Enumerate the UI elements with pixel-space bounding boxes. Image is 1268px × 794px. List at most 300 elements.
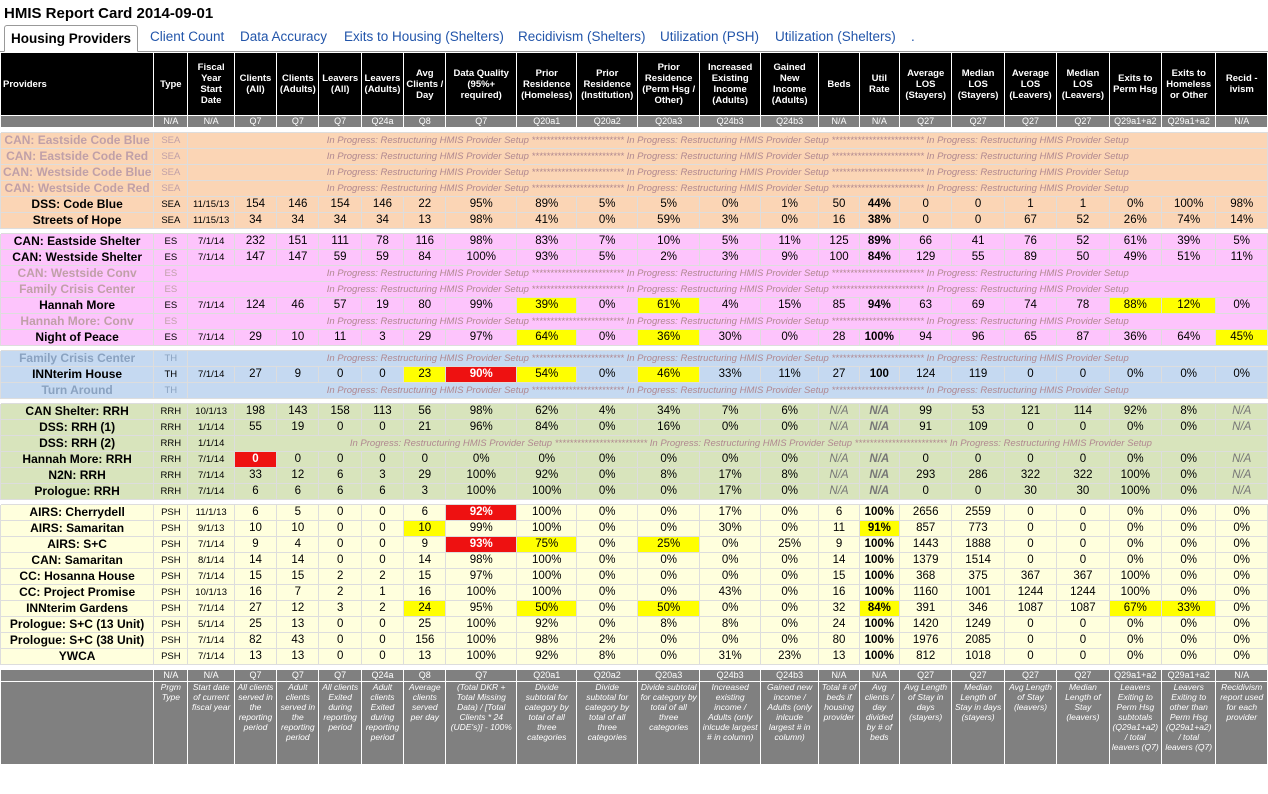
provider-name[interactable]: Hannah More xyxy=(1,298,154,314)
metric-cell: 0 xyxy=(319,633,361,649)
metric-cell: 23 xyxy=(404,367,446,383)
metric-cell: 0 xyxy=(361,521,403,537)
provider-name[interactable]: CAN: Eastside Code Red xyxy=(1,149,154,165)
column-description: Divide subtotal for category by total of all three categories xyxy=(637,682,699,765)
metric-cell: 0% xyxy=(637,633,699,649)
provider-name[interactable]: Family Crisis Center xyxy=(1,282,154,298)
provider-name[interactable]: AIRS: Cherrydell xyxy=(1,505,154,521)
metric-cell: 232 xyxy=(234,234,276,250)
provider-name[interactable]: CAN: Westside Conv xyxy=(1,266,154,282)
metric-cell: 4% xyxy=(577,404,637,420)
metric-cell: 6% xyxy=(760,404,818,420)
metric-cell: 11% xyxy=(1216,250,1268,266)
metric-cell: 31% xyxy=(700,649,760,665)
provider-type: SEA xyxy=(154,133,188,149)
provider-type: SEA xyxy=(154,181,188,197)
metric-cell: 0% xyxy=(1216,633,1268,649)
metric-cell: 0 xyxy=(361,367,403,383)
metric-cell: 198 xyxy=(234,404,276,420)
metric-cell: 0% xyxy=(760,420,818,436)
metric-cell: 52 xyxy=(1057,234,1109,250)
metric-cell: 100% xyxy=(446,484,517,500)
metric-cell: 0 xyxy=(361,505,403,521)
metric-cell: 154 xyxy=(234,197,276,213)
metric-cell: 0% xyxy=(637,505,699,521)
question-code: N/A xyxy=(154,116,188,128)
metric-cell: 0% xyxy=(577,617,637,633)
provider-name[interactable]: Hannah More: RRH xyxy=(1,452,154,468)
metric-cell: 0% xyxy=(700,601,760,617)
metric-cell: 78 xyxy=(361,234,403,250)
metric-cell: 0% xyxy=(760,601,818,617)
metric-cell: 16 xyxy=(819,585,859,601)
provider-type: TH xyxy=(154,351,188,367)
provider-name[interactable]: Night of Peace xyxy=(1,330,154,346)
provider-type: TH xyxy=(154,383,188,399)
metric-cell: 0% xyxy=(1216,585,1268,601)
metric-cell: 0 xyxy=(952,484,1004,500)
metric-cell: 0% xyxy=(1109,553,1161,569)
metric-cell: 100 xyxy=(819,250,859,266)
metric-cell: 0 xyxy=(361,420,403,436)
metric-cell: 98% xyxy=(517,633,577,649)
metric-cell: 19 xyxy=(361,298,403,314)
metric-cell: 346 xyxy=(952,601,1004,617)
metric-cell: 0 xyxy=(1004,649,1056,665)
metric-cell: 100% xyxy=(446,585,517,601)
metric-cell: 12 xyxy=(277,601,319,617)
provider-row[interactable] xyxy=(1,521,1268,537)
provider-name[interactable]: YWCA xyxy=(1,649,154,665)
tab-data-accuracy[interactable]: Data Accuracy xyxy=(240,29,328,44)
metric-cell: 129 xyxy=(899,250,951,266)
provider-row[interactable] xyxy=(1,383,1268,399)
metric-cell: 22 xyxy=(404,197,446,213)
metric-cell: 0 xyxy=(361,452,403,468)
provider-name[interactable]: AIRS: Samaritan xyxy=(1,521,154,537)
provider-type: RRH xyxy=(154,420,188,436)
tab-more[interactable]: . xyxy=(911,29,915,44)
metric-cell: 0 xyxy=(952,197,1004,213)
metric-cell: 0% xyxy=(1109,633,1161,649)
metric-cell: 0% xyxy=(577,505,637,521)
in-progress-notice: In Progress: Restructuring HMIS Provider Setup ************************* In Progress: Restructuring HMIS Provider Setup ************************* In Progress: Restructuring HMIS Provider Setup xyxy=(188,282,1268,298)
metric-cell: 10 xyxy=(234,521,276,537)
metric-cell: 0% xyxy=(1162,569,1216,585)
in-progress-notice: In Progress: Restructuring HMIS Provider Setup ************************* In Progress: Restructuring HMIS Provider Setup ************************* In Progress: Restructuring HMIS Provider Setup xyxy=(188,351,1268,367)
metric-cell: 1 xyxy=(361,585,403,601)
metric-cell: N/A xyxy=(1216,404,1268,420)
metric-cell: 7/1/14 xyxy=(188,298,234,314)
question-code: Q7 xyxy=(319,116,361,128)
metric-cell: 11% xyxy=(760,367,818,383)
column-header[interactable]: Median LOS (Leavers) xyxy=(1057,53,1109,116)
metric-cell: 0% xyxy=(637,649,699,665)
provider-name[interactable]: CAN: Samaritan xyxy=(1,553,154,569)
metric-cell: 13 xyxy=(234,649,276,665)
provider-name[interactable]: CC: Hosanna House xyxy=(1,569,154,585)
metric-cell: 0% xyxy=(1109,649,1161,665)
metric-cell: 113 xyxy=(361,404,403,420)
metric-cell: N/A xyxy=(819,452,859,468)
provider-type: PSH xyxy=(154,585,188,601)
footer-code: Q20a2 xyxy=(577,670,637,682)
column-description: (Total DKR + Total Missing Data) / [Total Clients * 24 (UDE's)] - 100% xyxy=(446,682,517,765)
provider-name[interactable]: CAN Shelter: RRH xyxy=(1,404,154,420)
column-description: Median Length of Stay in days (stayers) xyxy=(952,682,1004,765)
metric-cell: 62% xyxy=(517,404,577,420)
metric-cell: 87 xyxy=(1057,330,1109,346)
metric-cell: 61% xyxy=(637,298,699,314)
metric-cell: 1976 xyxy=(899,633,951,649)
metric-cell: 0% xyxy=(760,521,818,537)
metric-cell: 2 xyxy=(319,585,361,601)
column-header[interactable]: Avg Clients / Day xyxy=(404,53,446,116)
in-progress-notice: In Progress: Restructuring HMIS Provider Setup ************************* In Progress: Restructuring HMIS Provider Setup ************************* In Progress: Restructuring HMIS Provider Setup xyxy=(188,149,1268,165)
metric-cell: 1001 xyxy=(952,585,1004,601)
metric-cell: 0% xyxy=(760,330,818,346)
tab-client-count[interactable]: Client Count xyxy=(150,29,225,44)
provider-row[interactable] xyxy=(1,505,1268,521)
metric-cell: 9 xyxy=(819,537,859,553)
metric-cell: 9% xyxy=(760,250,818,266)
metric-cell: 0% xyxy=(700,569,760,585)
metric-cell: 98% xyxy=(446,404,517,420)
metric-cell: 0 xyxy=(361,649,403,665)
provider-name[interactable]: Streets of Hope xyxy=(1,213,154,229)
column-header[interactable]: Gained New Income (Adults) xyxy=(760,53,818,116)
provider-row[interactable] xyxy=(1,266,1268,282)
question-code: Q29a1+a2 xyxy=(1162,116,1216,128)
provider-name[interactable]: Prologue: RRH xyxy=(1,484,154,500)
metric-cell: 125 xyxy=(819,234,859,250)
question-code: N/A xyxy=(188,116,234,128)
footer-code: Q8 xyxy=(404,670,446,682)
question-code: Q24b3 xyxy=(700,116,760,128)
metric-cell: 95% xyxy=(446,601,517,617)
provider-row[interactable] xyxy=(1,649,1268,665)
provider-name[interactable]: INNterim Gardens xyxy=(1,601,154,617)
provider-row[interactable] xyxy=(1,149,1268,165)
metric-cell: 28 xyxy=(819,330,859,346)
metric-cell: 0% xyxy=(760,505,818,521)
metric-cell: 57 xyxy=(319,298,361,314)
metric-cell: 0 xyxy=(277,452,319,468)
column-header[interactable]: Clients (All) xyxy=(234,53,276,116)
provider-row[interactable] xyxy=(1,165,1268,181)
provider-name[interactable]: Hannah More: Conv xyxy=(1,314,154,330)
provider-type: ES xyxy=(154,250,188,266)
metric-cell: 91 xyxy=(899,420,951,436)
column-description: Median Length of Stay (leavers) xyxy=(1057,682,1109,765)
footer-code: Q24b3 xyxy=(700,670,760,682)
column-header[interactable]: Exits to Homeless or Other xyxy=(1162,53,1216,116)
metric-cell: 0% xyxy=(1216,649,1268,665)
provider-name[interactable]: DSS: Code Blue xyxy=(1,197,154,213)
provider-row[interactable] xyxy=(1,250,1268,266)
metric-cell: 100% xyxy=(859,617,899,633)
footer-code: Q7 xyxy=(319,670,361,682)
metric-cell: 8% xyxy=(577,649,637,665)
metric-cell: 0% xyxy=(1109,367,1161,383)
metric-cell: 19 xyxy=(277,420,319,436)
metric-cell: 11/1/13 xyxy=(188,505,234,521)
metric-cell: 100% xyxy=(1109,468,1161,484)
metric-cell: 0% xyxy=(446,452,517,468)
tab-utilization-shelters[interactable]: Utilization (Shelters) xyxy=(775,29,896,44)
column-header[interactable]: Type xyxy=(154,53,188,116)
provider-row[interactable] xyxy=(1,298,1268,314)
provider-type: RRH xyxy=(154,436,188,452)
footer-code: Q27 xyxy=(899,670,951,682)
footer-code: N/A xyxy=(859,670,899,682)
metric-cell: 0% xyxy=(1162,553,1216,569)
metric-cell: 36% xyxy=(637,330,699,346)
metric-cell: 1 xyxy=(1004,197,1056,213)
metric-cell: 100% xyxy=(517,585,577,601)
question-code: Q27 xyxy=(1057,116,1109,128)
metric-cell: N/A xyxy=(859,452,899,468)
provider-row[interactable] xyxy=(1,234,1268,250)
metric-cell: 0% xyxy=(1162,585,1216,601)
column-header[interactable]: Median LOS (Stayers) xyxy=(952,53,1004,116)
column-header[interactable]: Average LOS (Stayers) xyxy=(899,53,951,116)
metric-cell: 0 xyxy=(404,452,446,468)
provider-row[interactable] xyxy=(1,404,1268,420)
provider-row[interactable] xyxy=(1,436,1268,452)
column-header[interactable]: Leavers (Adults) xyxy=(361,53,403,116)
metric-cell: 97% xyxy=(446,569,517,585)
provider-name[interactable]: CAN: Westside Code Blue xyxy=(1,165,154,181)
metric-cell: 34 xyxy=(277,213,319,229)
footer-description-row xyxy=(1,682,1268,765)
provider-name[interactable]: CAN: Eastside Shelter xyxy=(1,234,154,250)
provider-row[interactable] xyxy=(1,617,1268,633)
metric-cell: 124 xyxy=(234,298,276,314)
metric-cell: 25% xyxy=(637,537,699,553)
metric-cell: 94% xyxy=(859,298,899,314)
metric-cell: 10/1/13 xyxy=(188,404,234,420)
column-description: Total # of beds if housing provider xyxy=(819,682,859,765)
provider-name[interactable]: CAN: Westside Shelter xyxy=(1,250,154,266)
metric-cell: 0% xyxy=(577,537,637,553)
column-header[interactable]: Clients (Adults) xyxy=(277,53,319,116)
provider-row[interactable] xyxy=(1,351,1268,367)
metric-cell: 1018 xyxy=(952,649,1004,665)
metric-cell: 16 xyxy=(234,585,276,601)
provider-row[interactable] xyxy=(1,330,1268,346)
metric-cell: 1888 xyxy=(952,537,1004,553)
metric-cell: 13 xyxy=(404,213,446,229)
provider-row[interactable] xyxy=(1,484,1268,500)
metric-cell: 0 xyxy=(952,452,1004,468)
metric-cell: 34 xyxy=(361,213,403,229)
metric-cell: 0% xyxy=(637,484,699,500)
provider-row[interactable] xyxy=(1,537,1268,553)
tab-utilization-psh[interactable]: Utilization (PSH) xyxy=(660,29,760,44)
column-header[interactable]: Average LOS (Leavers) xyxy=(1004,53,1056,116)
metric-cell: 2085 xyxy=(952,633,1004,649)
in-progress-notice: In Progress: Restructuring HMIS Provider Setup ************************* In Progress: Restructuring HMIS Provider Setup ************************* In Progress: Restructuring HMIS Provider Setup xyxy=(188,314,1268,330)
provider-name[interactable]: INNterim House xyxy=(1,367,154,383)
provider-type: ES xyxy=(154,314,188,330)
metric-cell: 34 xyxy=(319,213,361,229)
column-header[interactable]: Exits to Perm Hsg xyxy=(1109,53,1161,116)
metric-cell: 0 xyxy=(319,617,361,633)
metric-cell: 6 xyxy=(234,505,276,521)
metric-cell: 50% xyxy=(517,601,577,617)
provider-row[interactable] xyxy=(1,197,1268,213)
metric-cell: 6 xyxy=(361,484,403,500)
footer-code xyxy=(1,670,154,682)
metric-cell: 100% xyxy=(859,553,899,569)
metric-cell: 124 xyxy=(899,367,951,383)
provider-row[interactable] xyxy=(1,213,1268,229)
tab-recidivism[interactable]: Recidivism (Shelters) xyxy=(518,29,646,44)
metric-cell: 100% xyxy=(446,649,517,665)
metric-cell: 0% xyxy=(577,213,637,229)
tab-exits-to-housing[interactable]: Exits to Housing (Shelters) xyxy=(344,29,504,44)
metric-cell: 0 xyxy=(319,452,361,468)
metric-cell: 0 xyxy=(1004,617,1056,633)
metric-cell: 0% xyxy=(637,452,699,468)
provider-type: RRH xyxy=(154,452,188,468)
metric-cell: 38% xyxy=(859,213,899,229)
question-code: Q20a1 xyxy=(517,116,577,128)
provider-row[interactable] xyxy=(1,601,1268,617)
provider-name[interactable]: AIRS: S+C xyxy=(1,537,154,553)
column-header[interactable]: Data Quality (95%+ required) xyxy=(446,53,517,116)
provider-name[interactable]: CAN: Westside Code Red xyxy=(1,181,154,197)
metric-cell: 100% xyxy=(1109,569,1161,585)
column-header[interactable]: Util Rate xyxy=(859,53,899,116)
metric-cell: 100% xyxy=(1109,484,1161,500)
metric-cell: 78 xyxy=(1057,298,1109,314)
question-code: N/A xyxy=(859,116,899,128)
question-code xyxy=(1,116,154,128)
metric-cell: 25% xyxy=(760,537,818,553)
column-header[interactable]: Recid - ivism xyxy=(1216,53,1268,116)
metric-cell: 80 xyxy=(819,633,859,649)
column-header[interactable]: Fiscal Year Start Date xyxy=(188,53,234,116)
provider-row[interactable] xyxy=(1,553,1268,569)
provider-row[interactable] xyxy=(1,633,1268,649)
provider-name[interactable]: DSS: RRH (1) xyxy=(1,420,154,436)
provider-name[interactable]: DSS: RRH (2) xyxy=(1,436,154,452)
provider-name[interactable]: Family Crisis Center xyxy=(1,351,154,367)
metric-cell: 65 xyxy=(1004,330,1056,346)
provider-row[interactable] xyxy=(1,314,1268,330)
metric-cell: 0% xyxy=(1162,521,1216,537)
metric-cell: 0 xyxy=(1057,367,1109,383)
metric-cell: 0 xyxy=(1004,420,1056,436)
column-header[interactable]: Beds xyxy=(819,53,859,116)
metric-cell: 0 xyxy=(361,633,403,649)
column-header[interactable]: Prior Residence (Institution) xyxy=(577,53,637,116)
metric-cell: 0 xyxy=(361,617,403,633)
footer-code: Q7 xyxy=(234,670,276,682)
provider-row[interactable] xyxy=(1,133,1268,149)
metric-cell: N/A xyxy=(859,404,899,420)
metric-cell: 54% xyxy=(517,367,577,383)
column-header[interactable]: Prior Residence (Homeless) xyxy=(517,53,577,116)
metric-cell: 92% xyxy=(1109,404,1161,420)
metric-cell: 109 xyxy=(952,420,1004,436)
metric-cell: 100% xyxy=(446,633,517,649)
metric-cell: 13 xyxy=(819,649,859,665)
metric-cell: 75% xyxy=(517,537,577,553)
provider-type: RRH xyxy=(154,468,188,484)
metric-cell: 3% xyxy=(700,250,760,266)
provider-name[interactable]: CAN: Eastside Code Blue xyxy=(1,133,154,149)
column-header[interactable]: Leavers (All) xyxy=(319,53,361,116)
metric-cell: 7/1/14 xyxy=(188,468,234,484)
metric-cell: 29 xyxy=(404,468,446,484)
column-header[interactable]: Providers xyxy=(1,53,154,116)
provider-type: PSH xyxy=(154,617,188,633)
metric-cell: 0% xyxy=(577,521,637,537)
footer-code: Q29a1+a2 xyxy=(1162,670,1216,682)
metric-cell: 0 xyxy=(319,505,361,521)
metric-cell: 773 xyxy=(952,521,1004,537)
metric-cell: 98% xyxy=(446,553,517,569)
metric-cell: 0% xyxy=(1109,197,1161,213)
metric-cell: 29 xyxy=(404,330,446,346)
metric-cell: 0 xyxy=(319,537,361,553)
metric-cell: 16 xyxy=(819,213,859,229)
provider-name[interactable]: Turn Around xyxy=(1,383,154,399)
metric-cell: 15 xyxy=(277,569,319,585)
metric-cell: 146 xyxy=(361,197,403,213)
provider-row[interactable] xyxy=(1,367,1268,383)
metric-cell: 3 xyxy=(404,484,446,500)
provider-row[interactable] xyxy=(1,420,1268,436)
metric-cell: 82 xyxy=(234,633,276,649)
provider-row[interactable] xyxy=(1,282,1268,298)
metric-cell: 1087 xyxy=(1057,601,1109,617)
metric-cell: 50 xyxy=(1057,250,1109,266)
provider-name[interactable]: Prologue: S+C (13 Unit) xyxy=(1,617,154,633)
metric-cell: 0% xyxy=(1162,468,1216,484)
metric-cell: 6 xyxy=(277,484,319,500)
provider-name[interactable]: Prologue: S+C (38 Unit) xyxy=(1,633,154,649)
column-header[interactable]: Increased Existing Income (Adults) xyxy=(700,53,760,116)
column-header[interactable]: Prior Residence (Perm Hsg / Other) xyxy=(637,53,699,116)
footer-code: N/A xyxy=(819,670,859,682)
provider-row[interactable] xyxy=(1,569,1268,585)
metric-cell: 36% xyxy=(1109,330,1161,346)
provider-row[interactable] xyxy=(1,585,1268,601)
tab-housing-providers[interactable]: Housing Providers xyxy=(4,25,138,52)
metric-cell: 27 xyxy=(234,601,276,617)
metric-cell: 1% xyxy=(760,197,818,213)
metric-cell: 100% xyxy=(517,484,577,500)
metric-cell: 27 xyxy=(819,367,859,383)
provider-row[interactable] xyxy=(1,181,1268,197)
metric-cell: 0% xyxy=(1162,452,1216,468)
metric-cell: 10 xyxy=(277,330,319,346)
metric-cell: 100% xyxy=(517,521,577,537)
provider-row[interactable] xyxy=(1,452,1268,468)
metric-cell: 0 xyxy=(319,521,361,537)
metric-cell: 100% xyxy=(859,649,899,665)
metric-cell: 34 xyxy=(234,213,276,229)
metric-cell: 0% xyxy=(1109,537,1161,553)
provider-name[interactable]: N2N: RRH xyxy=(1,468,154,484)
question-code: Q7 xyxy=(446,116,517,128)
provider-name[interactable]: CC: Project Promise xyxy=(1,585,154,601)
provider-row[interactable] xyxy=(1,468,1268,484)
